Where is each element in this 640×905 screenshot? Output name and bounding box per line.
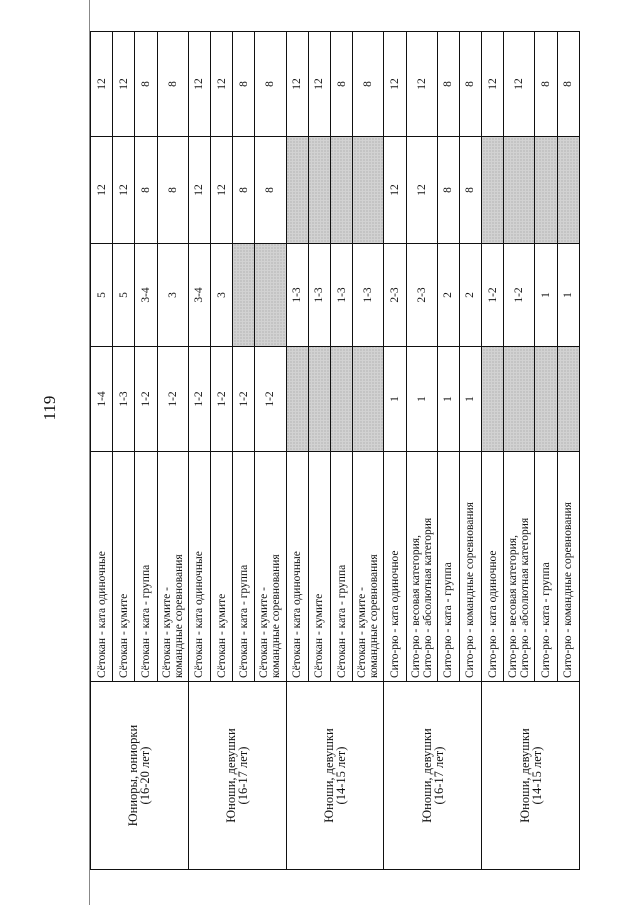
discipline-cell <box>188 452 210 682</box>
value-cell-c2: 1-2 <box>504 244 535 347</box>
discipline-text: Сётокан - ката одиночные <box>291 551 304 678</box>
value-cell-c2 <box>255 244 286 347</box>
table-row <box>91 32 113 870</box>
rotated-page <box>40 32 580 870</box>
value-cell-c2: 2-3 <box>384 244 406 347</box>
discipline-text: Сётокан - ката - группа <box>335 564 348 678</box>
discipline-cell <box>330 452 352 682</box>
discipline-cell <box>286 452 308 682</box>
group-name: Юноши, девушки <box>321 728 336 823</box>
discipline-cell <box>557 452 579 682</box>
discipline-cell <box>504 452 535 682</box>
discipline-text: Сито-рю - ката одиночное <box>388 550 401 678</box>
discipline-text: Сито-рю - командные соревнования <box>464 502 477 678</box>
value-cell-c4: 12 <box>504 32 535 137</box>
value-cell-c2: 2 <box>459 244 481 347</box>
value-cell-c1: 1-2 <box>255 347 286 452</box>
discipline-text: Сётокан - кумите - <box>258 587 271 678</box>
value-cell-c4: 12 <box>113 32 135 137</box>
group-age: (16-20 лет) <box>138 746 153 805</box>
value-cell-c1: 1 <box>384 347 406 452</box>
group-name: Юниоры, юниорки <box>126 724 141 827</box>
discipline-cell <box>535 452 557 682</box>
discipline-text: командные соревнования <box>270 554 283 678</box>
value-cell-c3: 8 <box>255 137 286 244</box>
discipline-cell <box>91 452 113 682</box>
discipline-cell <box>482 452 504 682</box>
value-cell-c3: 12 <box>210 137 232 244</box>
value-cell-c2: 3-4 <box>188 244 210 347</box>
value-cell-c1: 1-2 <box>157 347 188 452</box>
discipline-text: Сётокан - кумите <box>117 593 130 678</box>
value-cell-c3: 12 <box>91 137 113 244</box>
group-age: (14-15 лет) <box>333 746 348 805</box>
value-cell-c4: 12 <box>384 32 406 137</box>
value-cell-c2: 1-3 <box>353 244 384 347</box>
value-cell-c2: 2-3 <box>406 244 437 347</box>
value-cell-c3: 12 <box>384 137 406 244</box>
value-cell-c3 <box>504 137 535 244</box>
discipline-cell <box>210 452 232 682</box>
value-cell-c4: 8 <box>157 32 188 137</box>
discipline-text: Сётокан - ката - группа <box>140 564 153 678</box>
group-name-cell <box>91 682 189 870</box>
value-cell-c4: 8 <box>255 32 286 137</box>
value-cell-c3: 12 <box>188 137 210 244</box>
discipline-text: Сётокан - кумите - <box>160 587 173 678</box>
value-cell-c4: 8 <box>535 32 557 137</box>
value-cell-c2: 2 <box>437 244 459 347</box>
value-cell-c1: 1 <box>406 347 437 452</box>
value-cell-c4: 12 <box>188 32 210 137</box>
value-cell-c1 <box>557 347 579 452</box>
value-cell-c2: 1-3 <box>330 244 352 347</box>
value-cell-c2: 5 <box>113 244 135 347</box>
value-cell-c3: 12 <box>406 137 437 244</box>
value-cell-c4: 8 <box>459 32 481 137</box>
value-cell-c2: 3-4 <box>135 244 157 347</box>
value-cell-c1: 1 <box>459 347 481 452</box>
table-row <box>286 32 308 870</box>
value-cell-c3 <box>535 137 557 244</box>
discipline-text: Сётокан - кумите <box>215 593 228 678</box>
value-cell-c3 <box>308 137 330 244</box>
value-cell-c1 <box>535 347 557 452</box>
value-cell-c3: 8 <box>135 137 157 244</box>
value-cell-c1: 1-2 <box>233 347 255 452</box>
discipline-text: Сито-рю - ката одиночное <box>486 550 499 678</box>
value-cell-c4: 8 <box>437 32 459 137</box>
discipline-text: Сито-рю - весовая категория, <box>507 535 520 678</box>
value-cell-c1 <box>286 347 308 452</box>
table-row <box>482 32 504 870</box>
value-cell-c3: 8 <box>437 137 459 244</box>
discipline-cell <box>308 452 330 682</box>
discipline-cell <box>255 452 286 682</box>
value-cell-c4: 12 <box>308 32 330 137</box>
value-cell-c2: 1 <box>535 244 557 347</box>
value-cell-c1 <box>482 347 504 452</box>
value-cell-c2: 1-2 <box>482 244 504 347</box>
discipline-text: Сётокан - ката - группа <box>237 564 250 678</box>
value-cell-c1 <box>308 347 330 452</box>
value-cell-c1: 1-4 <box>91 347 113 452</box>
discipline-cell <box>233 452 255 682</box>
discipline-text: Сито-рю - абсолютная категория <box>421 517 434 678</box>
value-cell-c4: 8 <box>233 32 255 137</box>
value-cell-c3 <box>353 137 384 244</box>
page-number: 119 <box>40 395 59 421</box>
value-cell-c3: 8 <box>459 137 481 244</box>
value-cell-c4: 12 <box>91 32 113 137</box>
value-cell-c1: 1-2 <box>188 347 210 452</box>
discipline-cell <box>437 452 459 682</box>
table-row <box>384 32 406 870</box>
discipline-text: Сётокан - ката одиночные <box>193 551 206 678</box>
discipline-cell <box>353 452 384 682</box>
value-cell-c4: 8 <box>135 32 157 137</box>
discipline-text: Сито-рю - командные соревнования <box>562 502 575 678</box>
value-cell-c1 <box>504 347 535 452</box>
value-cell-c1: 1-2 <box>210 347 232 452</box>
value-cell-c4: 12 <box>286 32 308 137</box>
value-cell-c1 <box>353 347 384 452</box>
group-name: Юноши, девушки <box>224 728 239 823</box>
value-cell-c1: 1 <box>437 347 459 452</box>
value-cell-c1 <box>330 347 352 452</box>
value-cell-c3: 12 <box>113 137 135 244</box>
group-name-cell <box>286 682 384 870</box>
value-cell-c3 <box>557 137 579 244</box>
discipline-text: Сётокан - кумите - <box>356 587 369 678</box>
discipline-cell <box>135 452 157 682</box>
value-cell-c1: 1-3 <box>113 347 135 452</box>
value-cell-c2: 1-3 <box>308 244 330 347</box>
group-name-cell <box>482 682 580 870</box>
ranking-table <box>90 31 580 870</box>
group-age: (16-17 лет) <box>236 746 251 805</box>
value-cell-c2: 1-3 <box>286 244 308 347</box>
value-cell-c2 <box>233 244 255 347</box>
value-cell-c2: 5 <box>91 244 113 347</box>
table-row <box>188 32 210 870</box>
discipline-cell <box>113 452 135 682</box>
value-cell-c3 <box>482 137 504 244</box>
discipline-text: Сётокан - ката одиночные <box>95 551 108 678</box>
discipline-text: Сито-рю - весовая категория, <box>409 535 422 678</box>
value-cell-c2: 3 <box>210 244 232 347</box>
group-name: Юноши, девушки <box>517 728 532 823</box>
group-name-cell <box>188 682 286 870</box>
group-name: Юноши, девушки <box>419 728 434 823</box>
discipline-text: Сито-рю - ката - группа <box>442 562 455 678</box>
discipline-text: командные соревнования <box>172 554 185 678</box>
discipline-text: Сито-рю - абсолютная категория <box>519 517 532 678</box>
discipline-cell <box>157 452 188 682</box>
group-age: (14-15 лет) <box>529 746 544 805</box>
value-cell-c4: 8 <box>353 32 384 137</box>
discipline-cell <box>384 452 406 682</box>
value-cell-c4: 8 <box>557 32 579 137</box>
value-cell-c1: 1-2 <box>135 347 157 452</box>
value-cell-c4: 12 <box>406 32 437 137</box>
value-cell-c4: 12 <box>482 32 504 137</box>
value-cell-c2: 1 <box>557 244 579 347</box>
discipline-cell <box>406 452 437 682</box>
value-cell-c4: 12 <box>210 32 232 137</box>
value-cell-c3: 8 <box>233 137 255 244</box>
discipline-text: командные соревнования <box>368 554 381 678</box>
value-cell-c3 <box>330 137 352 244</box>
value-cell-c3 <box>286 137 308 244</box>
group-age: (16-17 лет) <box>431 746 446 805</box>
discipline-text: Сито-рю - ката - группа <box>540 562 552 678</box>
discipline-text: Сётокан - кумите <box>313 593 326 678</box>
value-cell-c2: 3 <box>157 244 188 347</box>
value-cell-c3: 8 <box>157 137 188 244</box>
group-name-cell <box>384 682 482 870</box>
discipline-cell <box>459 452 481 682</box>
value-cell-c4: 8 <box>330 32 352 137</box>
